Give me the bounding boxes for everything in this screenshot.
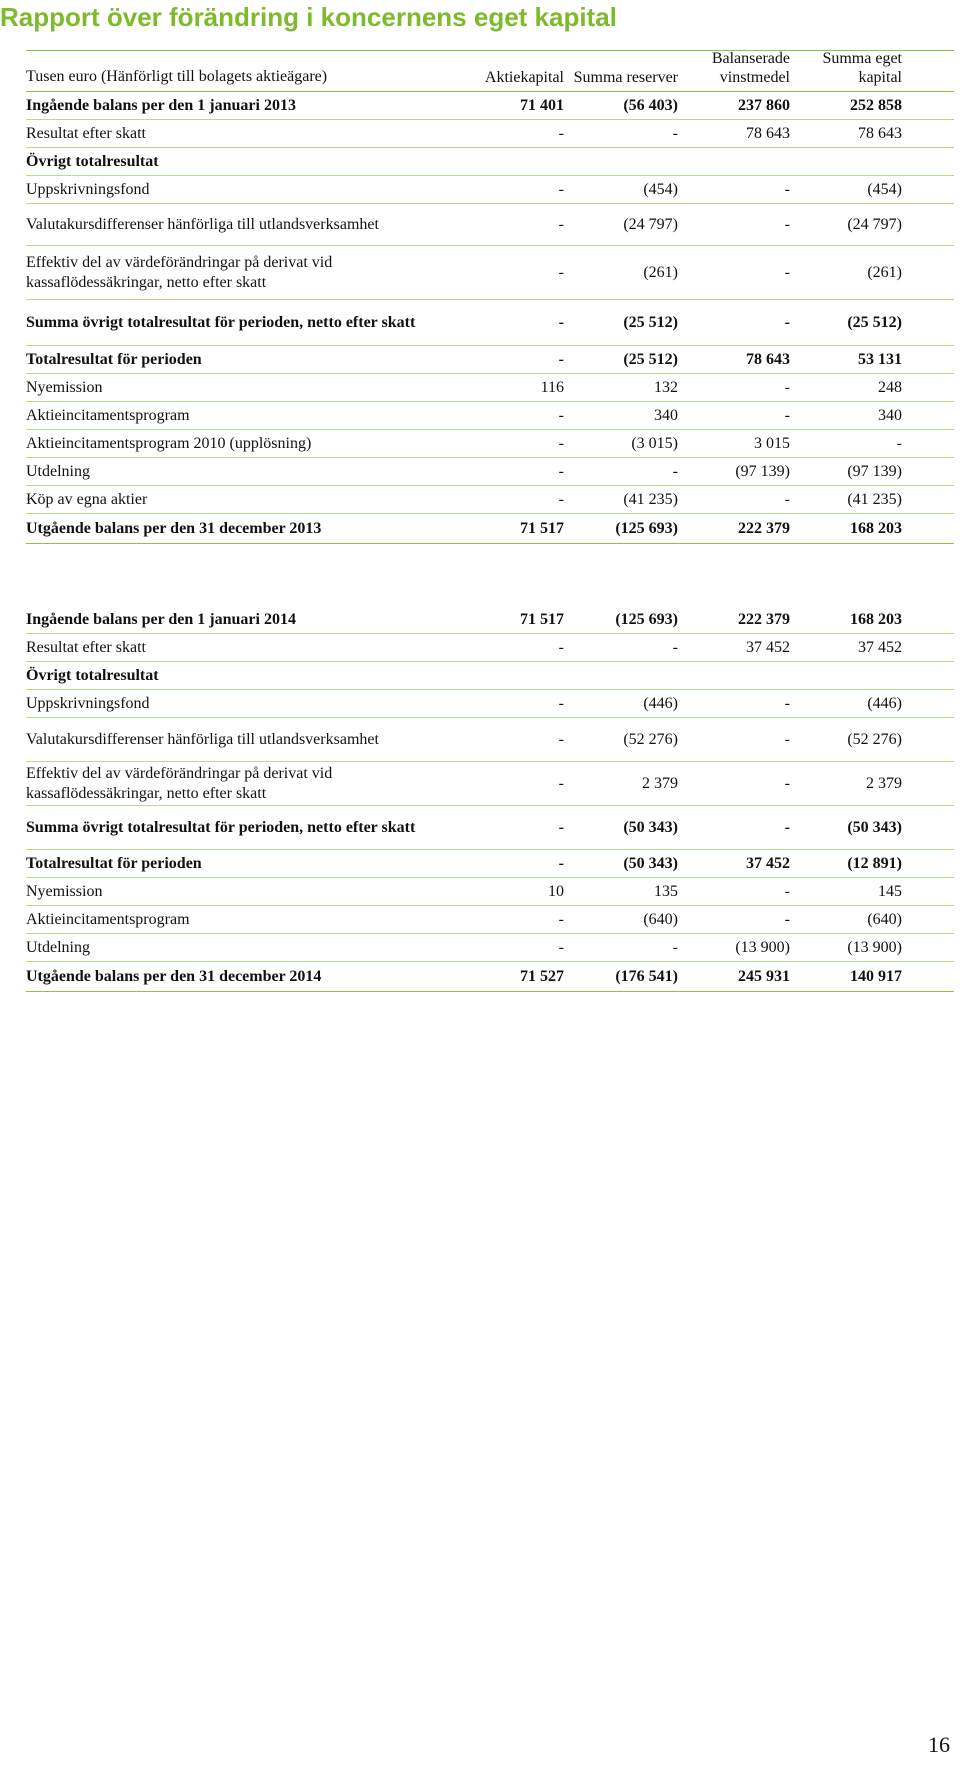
table-row bbox=[26, 120, 954, 148]
row-value: - bbox=[784, 910, 790, 928]
row-value: - bbox=[784, 406, 790, 424]
row-label: Övrigt totalresultat bbox=[26, 666, 159, 684]
row-value: (125 693) bbox=[615, 610, 678, 628]
row-value: 145 bbox=[878, 882, 902, 900]
row-value: 53 131 bbox=[858, 350, 902, 368]
row-value: 3 015 bbox=[754, 434, 790, 452]
table-row bbox=[26, 690, 954, 718]
section-spacer bbox=[26, 544, 954, 606]
row-value: (640) bbox=[867, 910, 902, 928]
table-row bbox=[26, 458, 954, 486]
row-value: (3 015) bbox=[631, 434, 678, 452]
row-value: 340 bbox=[878, 406, 902, 424]
row-value: 132 bbox=[654, 378, 678, 396]
row-value: 245 931 bbox=[738, 967, 790, 985]
row-value: (261) bbox=[867, 263, 902, 281]
row-value: (176 541) bbox=[615, 967, 678, 985]
row-value: 135 bbox=[654, 882, 678, 900]
row-value: 116 bbox=[540, 378, 564, 396]
row-label: Uppskrivningsfond bbox=[26, 694, 150, 712]
equity-table bbox=[26, 50, 954, 992]
row-value: - bbox=[672, 638, 678, 656]
row-value: - bbox=[784, 215, 790, 233]
table-row bbox=[26, 246, 954, 300]
header-label: Tusen euro (Hänförligt till bolagets aktieägare) bbox=[26, 68, 328, 85]
table-row bbox=[26, 514, 954, 544]
row-value: 10 bbox=[548, 882, 564, 900]
row-value: - bbox=[558, 730, 564, 748]
row-value: (12 891) bbox=[847, 854, 902, 872]
row-value: (24 797) bbox=[623, 215, 678, 233]
column-header: Summa reserver bbox=[573, 69, 678, 86]
table-row bbox=[26, 878, 954, 906]
row-value: (52 276) bbox=[847, 730, 902, 748]
row-label: Nyemission bbox=[26, 378, 103, 396]
row-value: 37 452 bbox=[858, 638, 902, 656]
row-value: (50 343) bbox=[623, 818, 678, 836]
row-value: 2 379 bbox=[866, 774, 902, 792]
row-value: 222 379 bbox=[738, 610, 790, 628]
table-row bbox=[26, 374, 954, 402]
row-label: Resultat efter skatt bbox=[26, 124, 146, 142]
column-header: Aktiekapital bbox=[484, 69, 564, 86]
row-value: - bbox=[558, 938, 564, 956]
page-number: 16 bbox=[928, 1732, 950, 1757]
row-value: (50 343) bbox=[847, 818, 902, 836]
row-label: Ingående balans per den 1 januari 2013 bbox=[26, 96, 296, 114]
table-row bbox=[26, 662, 954, 690]
row-label: Valutakursdifferenser hänförliga till utlandsverksamhet bbox=[26, 730, 379, 748]
row-value: 78 643 bbox=[746, 124, 790, 142]
table-row bbox=[26, 634, 954, 662]
row-value: - bbox=[558, 215, 564, 233]
row-value: - bbox=[784, 263, 790, 281]
table-row bbox=[26, 718, 954, 762]
row-label: Övrigt totalresultat bbox=[26, 152, 159, 170]
row-label: Effektiv del av värdeförändringar på derivat vid kassaflödessäkringar, netto efter skatt bbox=[26, 253, 333, 291]
row-value: 78 643 bbox=[746, 350, 790, 368]
table-row bbox=[26, 806, 954, 850]
row-label: Utdelning bbox=[26, 938, 90, 956]
row-value: - bbox=[672, 938, 678, 956]
row-value: - bbox=[558, 263, 564, 281]
row-label: Effektiv del av värdeförändringar på derivat vid kassaflödessäkringar, netto efter skatt bbox=[26, 764, 333, 802]
row-label: Totalresultat för perioden bbox=[26, 350, 202, 368]
row-value: (125 693) bbox=[615, 519, 678, 537]
section-2013 bbox=[26, 92, 954, 544]
row-value: - bbox=[558, 180, 564, 198]
row-value: - bbox=[672, 124, 678, 142]
row-value: - bbox=[558, 910, 564, 928]
row-label: Summa övrigt totalresultat för perioden, netto efter skatt bbox=[26, 313, 416, 331]
table-header bbox=[26, 50, 954, 92]
row-value: (640) bbox=[643, 910, 678, 928]
table-row bbox=[26, 606, 954, 634]
table-row bbox=[26, 762, 954, 806]
row-value: 2 379 bbox=[642, 774, 678, 792]
row-value: - bbox=[558, 313, 564, 331]
row-label: Valutakursdifferenser hänförliga till utlandsverksamhet bbox=[26, 215, 379, 233]
row-value: (41 235) bbox=[847, 490, 902, 508]
column-header: Balanserade vinstmedel bbox=[711, 50, 790, 86]
table-row bbox=[26, 148, 954, 176]
row-value: - bbox=[558, 434, 564, 452]
row-label: Utgående balans per den 31 december 2014 bbox=[26, 967, 322, 985]
row-value: (50 343) bbox=[623, 854, 678, 872]
row-value: (454) bbox=[867, 180, 902, 198]
row-value: - bbox=[784, 774, 790, 792]
row-value: (454) bbox=[643, 180, 678, 198]
row-value: (52 276) bbox=[623, 730, 678, 748]
row-value: (13 900) bbox=[735, 938, 790, 956]
row-value: 237 860 bbox=[738, 96, 790, 114]
row-value: (56 403) bbox=[623, 96, 678, 114]
row-value: - bbox=[784, 378, 790, 396]
row-value: (97 139) bbox=[735, 462, 790, 480]
row-value: - bbox=[784, 694, 790, 712]
row-value: - bbox=[672, 462, 678, 480]
row-value: (24 797) bbox=[847, 215, 902, 233]
row-label: Aktieincitamentsprogram bbox=[26, 910, 190, 928]
row-value: (261) bbox=[643, 263, 678, 281]
column-header: Summa eget kapital bbox=[822, 50, 902, 86]
row-value: - bbox=[558, 406, 564, 424]
table-row bbox=[26, 204, 954, 246]
row-value: (446) bbox=[643, 694, 678, 712]
row-value: 248 bbox=[878, 378, 902, 396]
table-row bbox=[26, 962, 954, 992]
table-row bbox=[26, 176, 954, 204]
row-value: 168 203 bbox=[850, 610, 902, 628]
row-value: 71 517 bbox=[520, 610, 564, 628]
row-value: (446) bbox=[867, 694, 902, 712]
row-value: 71 517 bbox=[520, 519, 564, 537]
table-row bbox=[26, 906, 954, 934]
row-value: (13 900) bbox=[847, 938, 902, 956]
section-2014 bbox=[26, 606, 954, 992]
row-label: Resultat efter skatt bbox=[26, 638, 146, 656]
table-row bbox=[26, 430, 954, 458]
table-row bbox=[26, 346, 954, 374]
row-value: 78 643 bbox=[858, 124, 902, 142]
row-value: - bbox=[784, 490, 790, 508]
table-row bbox=[26, 486, 954, 514]
row-value: - bbox=[784, 730, 790, 748]
row-value: 37 452 bbox=[746, 638, 790, 656]
row-value: (97 139) bbox=[847, 462, 902, 480]
row-label: Aktieincitamentsprogram 2010 (upplösning) bbox=[26, 434, 312, 452]
row-value: 140 917 bbox=[850, 967, 902, 985]
row-value: 222 379 bbox=[738, 519, 790, 537]
row-value: 71 401 bbox=[520, 96, 564, 114]
row-value: 71 527 bbox=[520, 967, 564, 985]
row-value: - bbox=[558, 462, 564, 480]
row-value: - bbox=[558, 818, 564, 836]
row-label: Uppskrivningsfond bbox=[26, 180, 150, 198]
table-row bbox=[26, 934, 954, 962]
row-value: - bbox=[558, 490, 564, 508]
row-label: Nyemission bbox=[26, 882, 103, 900]
row-value: - bbox=[558, 124, 564, 142]
row-value: - bbox=[558, 774, 564, 792]
row-value: - bbox=[784, 180, 790, 198]
row-value: 340 bbox=[654, 406, 678, 424]
row-value: - bbox=[784, 818, 790, 836]
row-value: - bbox=[558, 350, 564, 368]
row-label: Ingående balans per den 1 januari 2014 bbox=[26, 610, 296, 628]
table-row bbox=[26, 300, 954, 346]
table-row bbox=[26, 92, 954, 120]
row-value: 252 858 bbox=[850, 96, 902, 114]
row-value: - bbox=[896, 434, 902, 452]
page-title: Rapport över förändring i koncernens eget kapital bbox=[0, 2, 617, 32]
row-value: - bbox=[558, 694, 564, 712]
row-value: - bbox=[558, 854, 564, 872]
row-label: Totalresultat för perioden bbox=[26, 854, 202, 872]
row-value: 168 203 bbox=[850, 519, 902, 537]
row-label: Summa övrigt totalresultat för perioden, netto efter skatt bbox=[26, 818, 416, 836]
row-value: - bbox=[558, 638, 564, 656]
row-label: Utdelning bbox=[26, 462, 90, 480]
row-label: Köp av egna aktier bbox=[26, 490, 148, 508]
row-value: (25 512) bbox=[623, 350, 678, 368]
row-value: (25 512) bbox=[623, 313, 678, 331]
row-value: - bbox=[784, 882, 790, 900]
row-label: Utgående balans per den 31 december 2013 bbox=[26, 519, 322, 537]
row-value: - bbox=[784, 313, 790, 331]
row-value: 37 452 bbox=[746, 854, 790, 872]
row-value: (25 512) bbox=[847, 313, 902, 331]
row-value: (41 235) bbox=[623, 490, 678, 508]
row-label: Aktieincitamentsprogram bbox=[26, 406, 190, 424]
table-row bbox=[26, 850, 954, 878]
table-row bbox=[26, 402, 954, 430]
